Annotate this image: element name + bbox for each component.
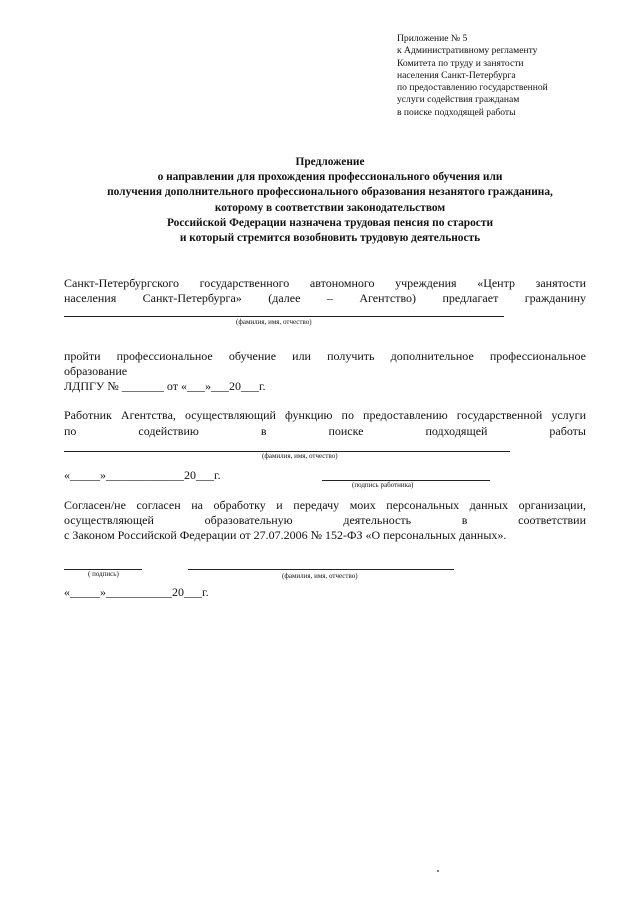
title-line: Российской Федерации назначена трудовая пенсия по старости: [166, 216, 494, 229]
para4-line1: Согласен/не согласен на обработку и передачу моих персональных данных организации,: [64, 498, 586, 512]
title-line: Предложение: [295, 156, 365, 168]
citizen-name-caption: (фамилия, имя, отчество): [236, 318, 312, 326]
citizen-signature-caption: ( подпись): [88, 570, 119, 578]
citizen-date: «_____»___________20___г.: [64, 585, 209, 599]
appendix-line: к Административному регламенту: [397, 45, 538, 57]
title-line: и который стремится возобновить трудовую деятельность: [179, 232, 481, 245]
para3-line2: по содействию в поиске подходящей работы: [64, 424, 586, 438]
para2-line2: образование: [64, 364, 128, 378]
document-title: [60, 155, 600, 246]
title-line: которому в соответствии законодательством: [214, 201, 446, 214]
para3-line1: Работник Агентства, осуществляющий функцию по предоставлению государственной услуги: [64, 408, 586, 422]
citizen-fullname-caption: (фамилия, имя, отчество): [282, 572, 358, 580]
para2-line1: пройти профессиональное обучение или получить дополнительное профессиональное: [64, 349, 586, 363]
appendix-header: [397, 33, 627, 119]
scan-speck: [437, 870, 439, 872]
ldpgu-line: ЛДПГУ № _______ от «___»___20___г.: [64, 379, 266, 393]
appendix-line: населения Санкт-Петербурга: [397, 69, 516, 81]
title-line: о направлении для прохождения профессионального обучения или: [157, 171, 503, 184]
appendix-line: Комитета по труду и занятости: [397, 57, 524, 69]
citizen-name-line: [64, 316, 504, 317]
para4-line2: осуществляющей образовательную деятельность в соответствии: [64, 513, 586, 527]
worker-signature-caption: (подпись работника): [352, 481, 414, 489]
worker-name-caption: (фамилия, имя, отчество): [262, 452, 338, 460]
title-line: получения дополнительного профессионального образования незанятого гражданина,: [107, 186, 553, 199]
appendix-line: в поиске подходящей работы: [397, 106, 516, 118]
para1-line2: населения Санкт-Петербурга» (далее – Агентство) предлагает гражданину: [64, 291, 586, 305]
citizen-fullname-line: [188, 569, 454, 570]
appendix-line: по предоставлению государственной: [397, 82, 548, 94]
para4-line3: с Законом Российской Федерации от 27.07.2006 № 152-ФЗ «О персональных данных».: [64, 528, 507, 542]
worker-date: «_____»_____________20___г.: [64, 468, 221, 482]
appendix-line: услуги содействия гражданам: [397, 94, 520, 106]
appendix-line: Приложение № 5: [397, 33, 468, 44]
para1-line1: Санкт-Петербургского государственного автономного учреждения «Центр занятости: [64, 276, 586, 290]
